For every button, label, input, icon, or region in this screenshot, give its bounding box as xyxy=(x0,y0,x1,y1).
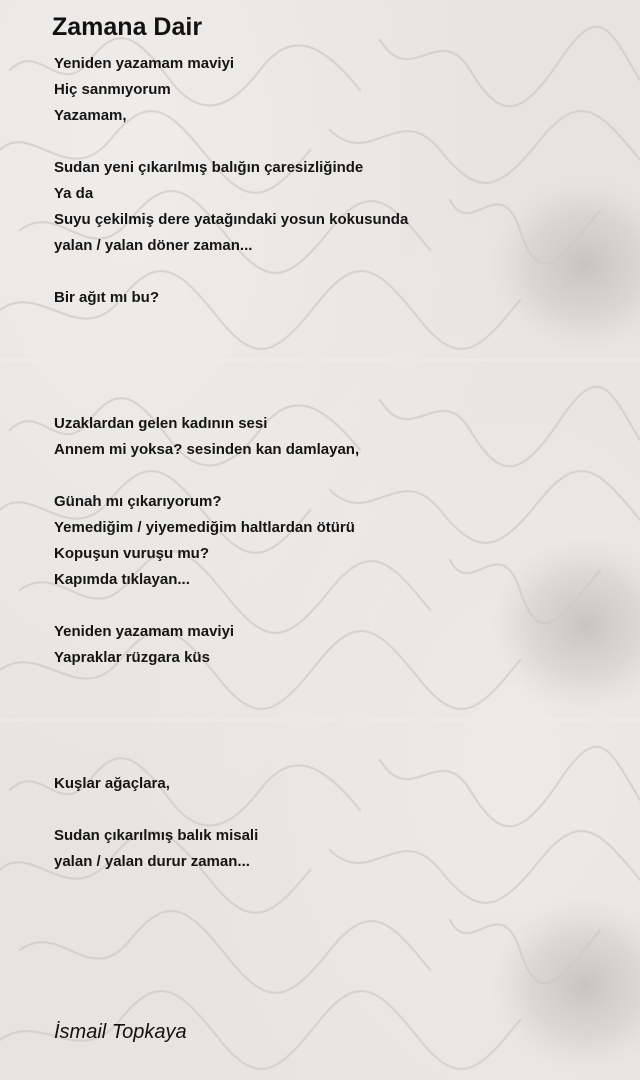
poem-line: Uzaklardan gelen kadının sesi xyxy=(54,415,268,432)
poem-line: Bir ağıt mı bu? xyxy=(54,289,159,306)
poem-line: Annem mi yoksa? sesinden kan damlayan, xyxy=(54,441,360,458)
poem-line: Sudan yeni çıkarılmış balığın çaresizliğinde xyxy=(54,159,364,176)
poem-line: Günah mı çıkarıyorum? xyxy=(54,493,222,510)
stanza-8 xyxy=(54,823,614,875)
stanza-1 xyxy=(54,51,614,129)
poem-line: Yapraklar rüzgara küs xyxy=(54,649,210,666)
poem-line: yalan / yalan döner zaman... xyxy=(54,237,253,254)
stanza-2 xyxy=(54,155,614,259)
poem-line: Yeniden yazamam maviyi xyxy=(54,55,235,72)
stanza-4 xyxy=(54,411,614,463)
poem-line: Yazamam, xyxy=(54,107,127,124)
poem-line: Kopuşun vuruşu mu? xyxy=(54,545,209,562)
stanza-6 xyxy=(54,619,614,671)
poem-author: İsmail Topkaya xyxy=(54,1021,187,1043)
poem-line: Sudan çıkarılmış balık misali xyxy=(54,827,259,844)
stanza-7 xyxy=(54,771,614,797)
poem-line: Kapımda tıklayan... xyxy=(54,571,190,588)
poem-line: Suyu çekilmiş dere yatağındaki yosun kokusunda xyxy=(54,211,409,228)
poem-line: Kuşlar ağaçlara, xyxy=(54,775,170,792)
stanza-3 xyxy=(54,285,614,311)
poem-line: Yeniden yazamam maviyi xyxy=(54,623,235,640)
poem-line: Yemediğim / yiyemediğim haltlardan ötürü xyxy=(54,519,355,536)
poem-title: Zamana Dair xyxy=(52,13,203,41)
poem-line: Ya da xyxy=(54,185,94,202)
stanza-5 xyxy=(54,489,614,593)
poem-line: Hiç sanmıyorum xyxy=(54,81,171,98)
poem-line: yalan / yalan durur zaman... xyxy=(54,853,250,870)
